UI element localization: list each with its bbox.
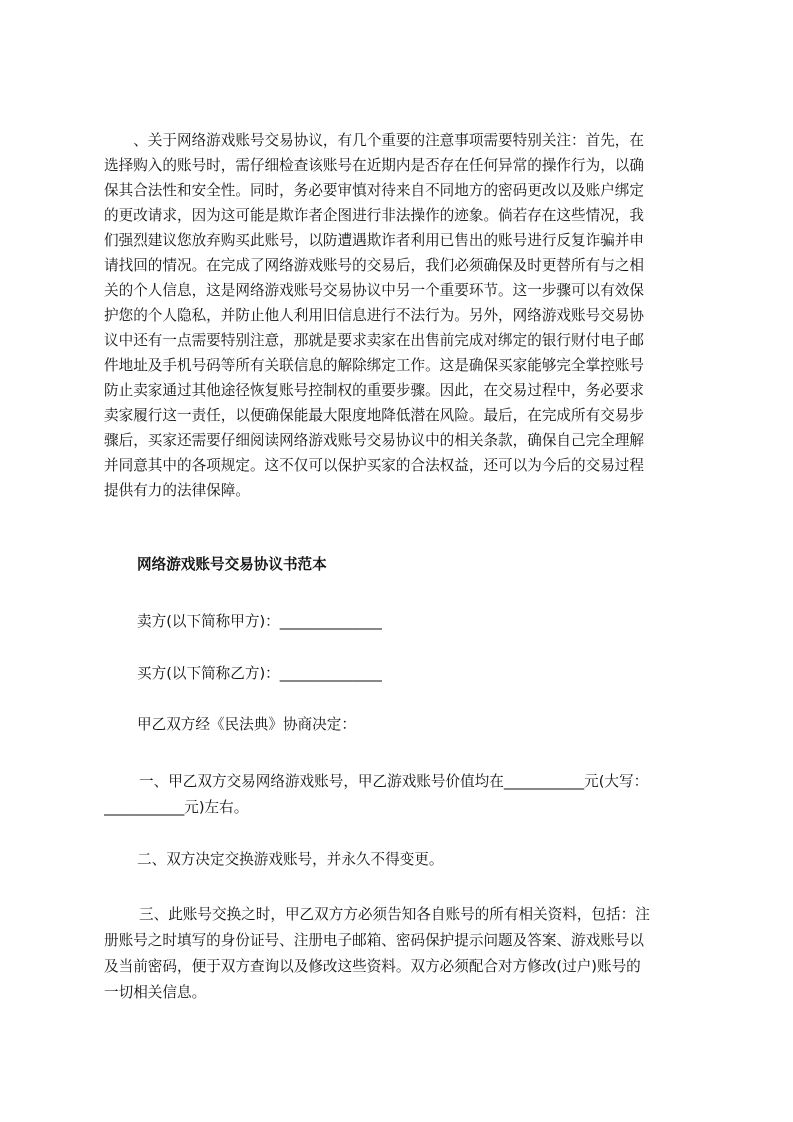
text-line: 的更改请求，因为这可能是欺诈者企图进行非法操作的迹象。倘若存在这些情况，我 [104, 207, 644, 224]
text-line: 保其合法性和安全性。同时，务必要审慎对待来自不同地方的密码更改以及账户绑定 [104, 182, 644, 199]
text-line: 防止卖家通过其他途径恢复账号控制权的重要步骤。因此，在交易过程中，务必要求 [104, 382, 644, 399]
clause-2: 二、双方决定交换游戏账号，并永久不得变更。 [137, 851, 444, 868]
text-line: 一、甲乙双方交易网络游戏账号，甲乙游戏账号价值均在___________元(大写： [139, 773, 649, 790]
text-line: 护您的个人隐私，并防止他人利用旧信息进行不法行为。另外，网络游戏账号交易协 [104, 307, 644, 324]
text-line: 三、此账号交换之时，甲乙双方方必须告知各自账号的所有相关资料，包括：注 [139, 906, 650, 923]
text-line: 们强烈建议您放弃购买此账号，以防遭遇欺诈者利用已售出的账号进行反复诈骗并申 [104, 232, 644, 249]
text-line: 一切相关信息。 [104, 984, 207, 1001]
text-line: 卖家履行这一责任，以便确保能最大限度地降低潜在风险。最后，在完成所有交易步 [104, 407, 644, 424]
text-line: 选择购入的账号时，需仔细检查该账号在近期内是否存在任何异常的操作行为，以确 [104, 157, 644, 174]
text-line: 及当前密码，便于双方查询以及修改这些资料。双方必须配合对方修改(过户)账号的 [104, 958, 641, 975]
text-line: 、关于网络游戏账号交易协议，有几个重要的注意事项需要特别关注：首先，在 [104, 132, 644, 149]
text-line: 请找回的情况。在完成了网络游戏账号的交易后，我们必须确保及时更替所有与之相 [104, 257, 644, 274]
preamble: 甲乙双方经《民法典》协商决定： [137, 716, 356, 733]
document-title: 网络游戏账号交易协议书范本 [137, 556, 327, 573]
text-line: 并同意其中的各项规定。这不仅可以保护买家的合法权益，还可以为今后的交易过程 [104, 457, 644, 474]
seller-field: 卖方(以下简称甲方)：______________ [137, 613, 382, 630]
text-line: 提供有力的法律保障。 [104, 482, 250, 499]
text-line: ___________元)左右。 [104, 799, 249, 816]
buyer-field: 买方(以下简称乙方)：______________ [137, 665, 382, 682]
text-line: 件地址及手机号码等所有关联信息的解除绑定工作。这是确保买家能够完全掌控账号 [104, 357, 644, 374]
text-line: 骤后，买家还需要仔细阅读网络游戏账号交易协议中的相关条款，确保自己完全理解 [104, 432, 644, 449]
text-line: 议中还有一点需要特别注意，那就是要求卖家在出售前完成对绑定的银行财付电子邮 [104, 332, 644, 349]
text-line: 关的个人信息，这是网络游戏账号交易协议中另一个重要环节。这一步骤可以有效保 [104, 282, 644, 299]
text-line: 册账号之时填写的身份证号、注册电子邮箱、密码保护提示问题及答案、游戏账号以 [104, 932, 644, 949]
